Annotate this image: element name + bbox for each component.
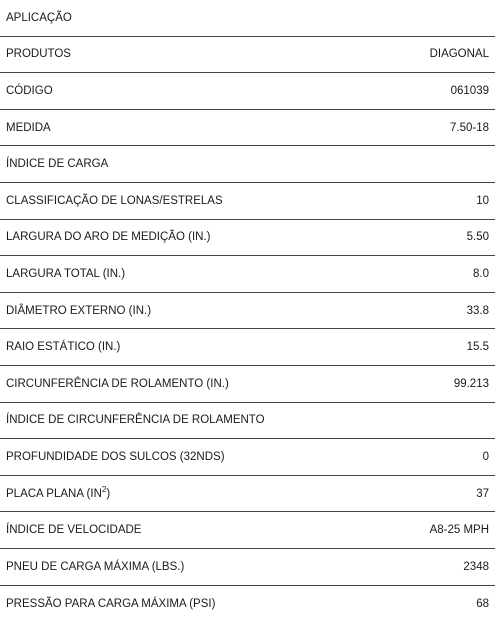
spec-label: ÍNDICE DE CARGA (6, 158, 109, 171)
spec-label: MEDIDA (6, 121, 51, 134)
spec-label: RAIO ESTÁTICO (IN.) (6, 341, 121, 354)
spec-value: 10 (476, 194, 489, 207)
spec-row-codigo (0, 73, 495, 110)
spec-label: CIRCUNFERÊNCIA DE ROLAMENTO (IN.) (6, 377, 229, 390)
spec-value: 7.50-18 (449, 121, 489, 134)
spec-label: ÍNDICE DE CIRCUNFERÊNCIA DE ROLAMENTO (6, 414, 265, 427)
spec-value: 5.50 (466, 231, 489, 244)
spec-value: 15.5 (466, 341, 489, 354)
spec-row-indice-velocidade (0, 512, 495, 549)
spec-label-suffix: ) (106, 487, 111, 500)
spec-label: ÍNDICE DE VELOCIDADE (6, 524, 142, 537)
spec-value: 33.8 (466, 304, 489, 317)
spec-value: 68 (476, 597, 489, 610)
spec-row-produtos (0, 37, 495, 74)
spec-row-indice-circunferencia (0, 403, 495, 440)
spec-row-profundidade-sulcos (0, 439, 495, 476)
spec-row-circunferencia-rolamento (0, 366, 495, 403)
spec-label: PRODUTOS (6, 48, 71, 61)
spec-row-medida (0, 110, 495, 147)
spec-value: 99.213 (453, 377, 489, 390)
spec-value: 2348 (463, 560, 489, 573)
spec-value: 8.0 (473, 267, 489, 280)
spec-row-pressao-carga-maxima (0, 586, 495, 623)
spec-label: PNEU DE CARGA MÁXIMA (LBS.) (6, 560, 185, 573)
spec-label: LARGURA DO ARO DE MEDIÇÃO (IN.) (6, 231, 211, 244)
spec-label: DIÂMETRO EXTERNO (IN.) (6, 304, 152, 317)
spec-label: APLICAÇÃO (6, 11, 72, 24)
spec-row-aplicacao (0, 0, 495, 37)
spec-value: DIAGONAL (429, 48, 489, 61)
spec-label: LARGURA TOTAL (IN.) (6, 267, 126, 280)
spec-value: 061039 (450, 84, 489, 97)
spec-value: A8-25 MPH (429, 524, 489, 537)
spec-row-placa-plana (0, 476, 495, 513)
spec-label-superscript: 2 (101, 484, 107, 494)
spec-label-text: PLACA PLANA (IN (6, 487, 102, 500)
spec-label (6, 484, 111, 500)
spec-label: PRESSÃO PARA CARGA MÁXIMA (PSI) (6, 597, 216, 610)
spec-row-largura-total (0, 256, 495, 293)
spec-row-raio-estatico (0, 329, 495, 366)
spec-value: 37 (476, 487, 489, 500)
spec-row-largura-aro (0, 220, 495, 257)
spec-label: CÓDIGO (6, 84, 53, 97)
spec-row-classificacao-lonas (0, 183, 495, 220)
spec-row-diametro-externo (0, 293, 495, 330)
spec-row-indice-de-carga (0, 146, 495, 183)
spec-value: 0 (482, 450, 489, 463)
spec-label: PROFUNDIDADE DOS SULCOS (32NDS) (6, 450, 225, 463)
spec-label: CLASSIFICAÇÃO DE LONAS/ESTRELAS (6, 194, 223, 207)
spec-row-pneu-carga-maxima (0, 549, 495, 586)
